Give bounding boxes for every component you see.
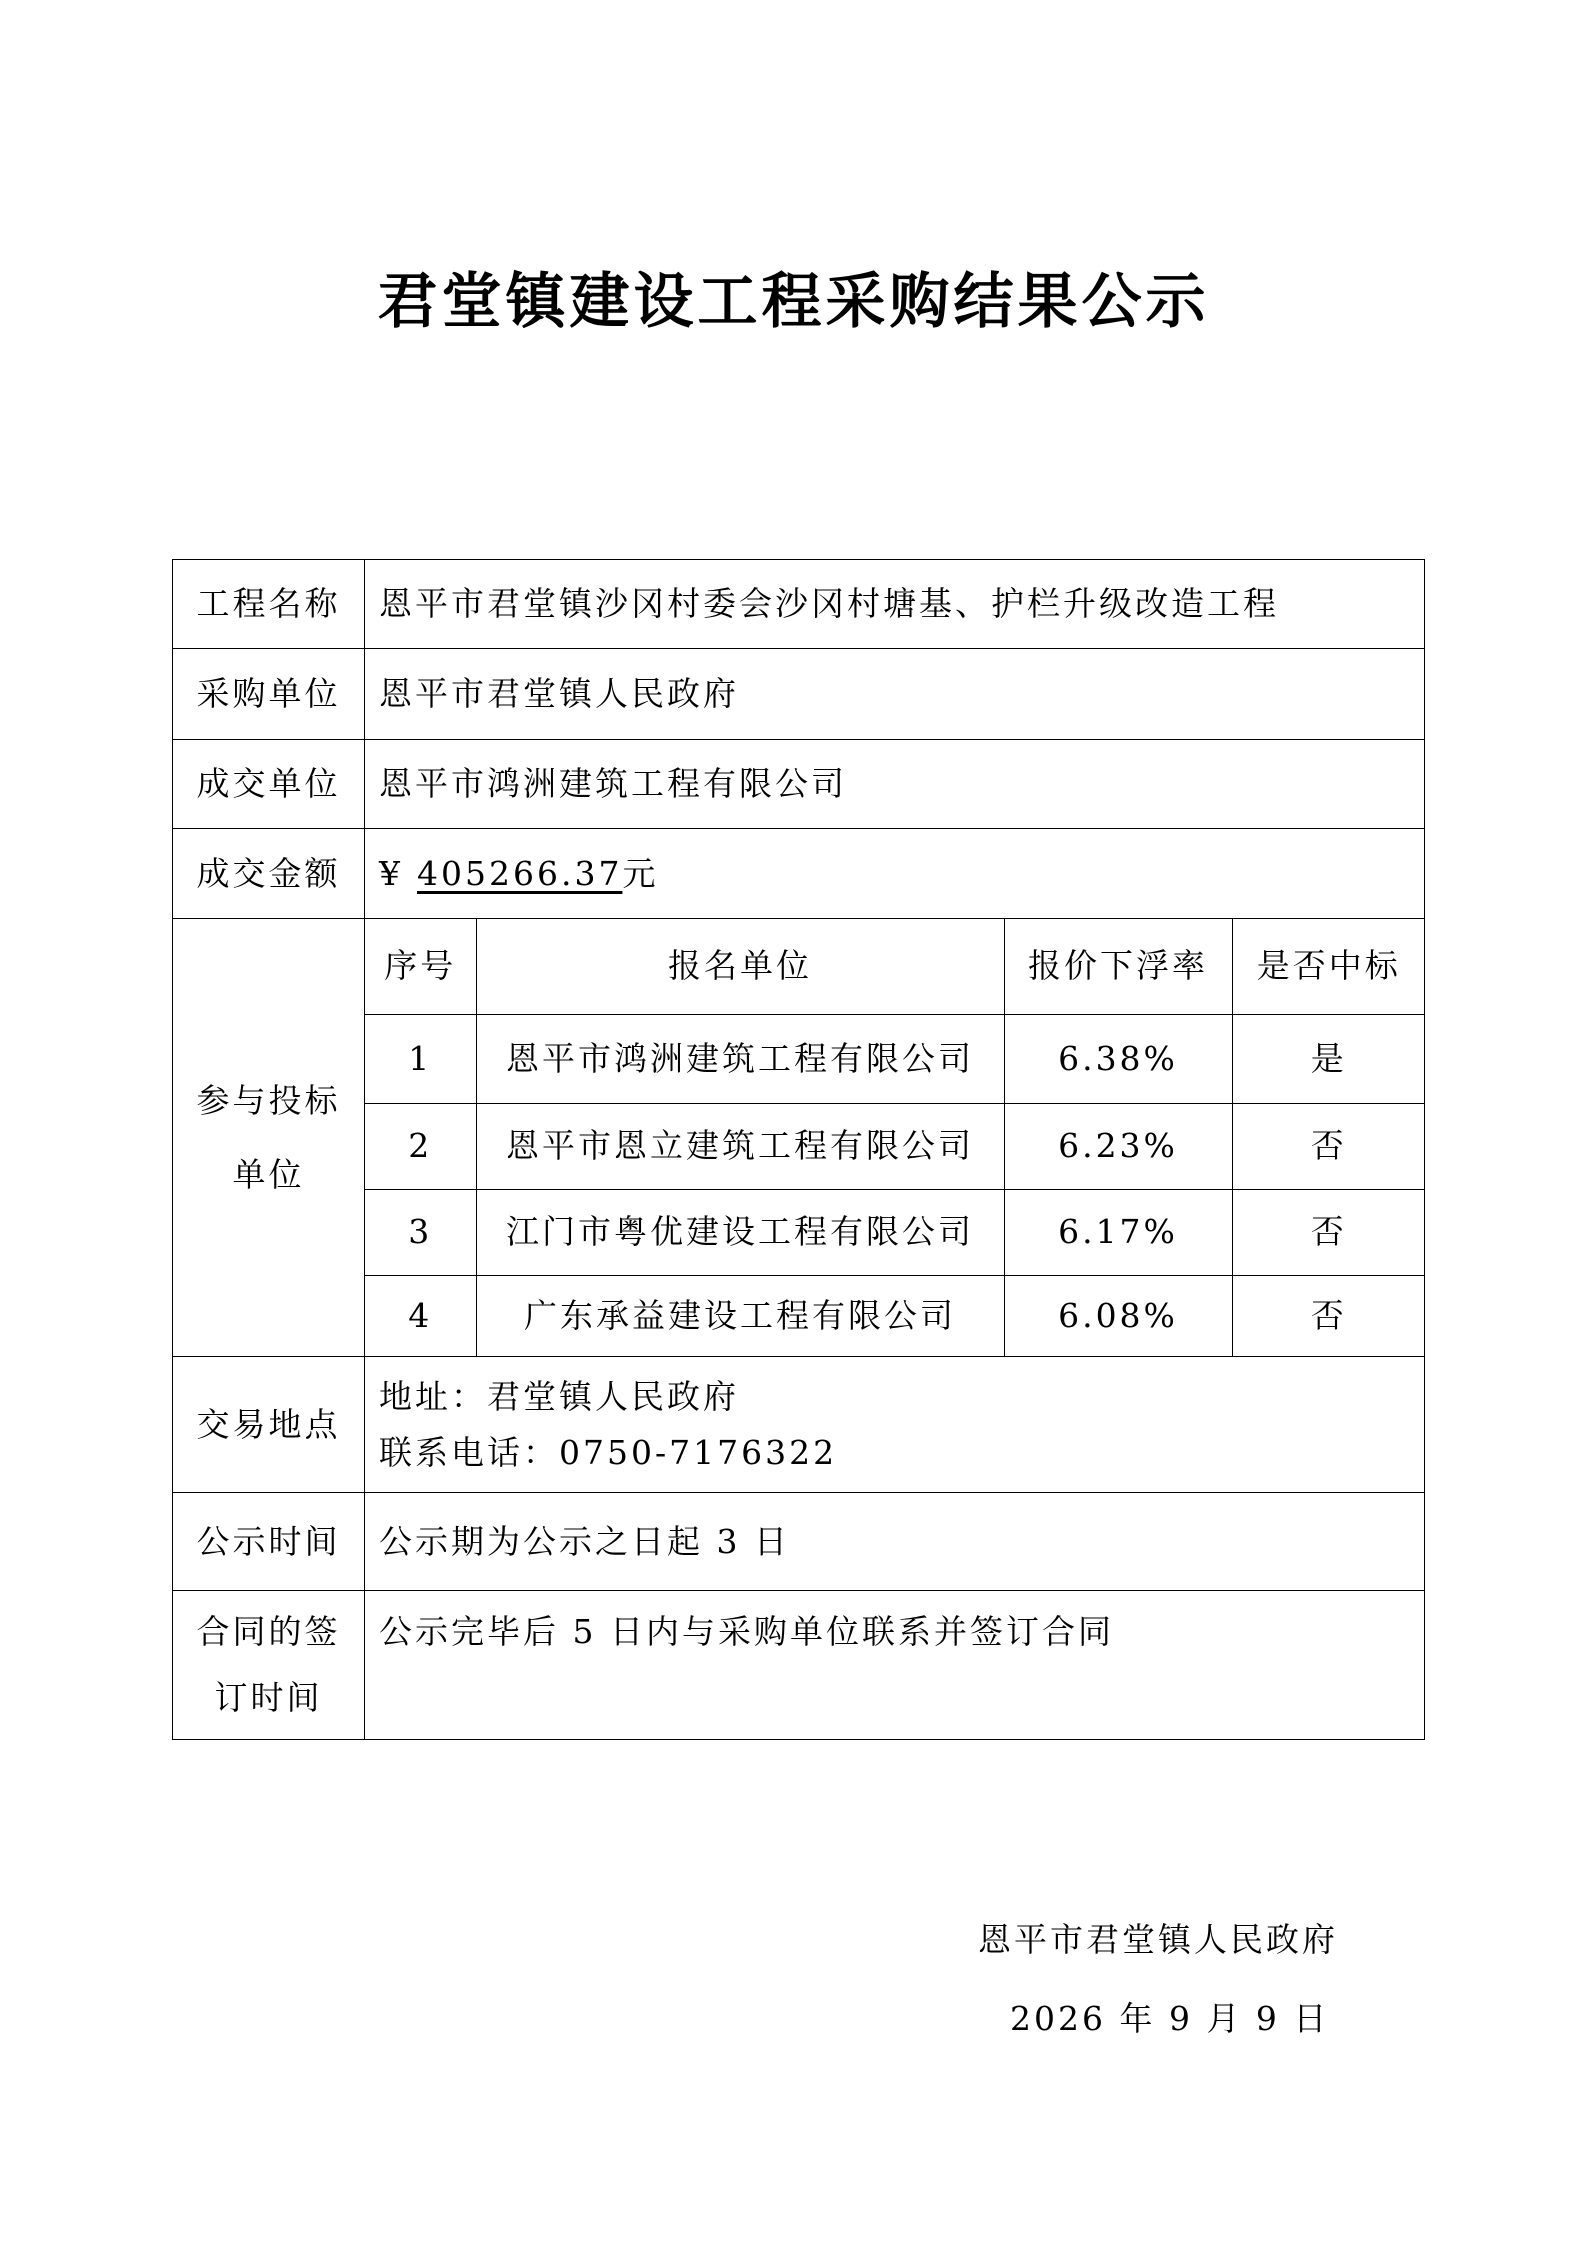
bidder-won: 否: [1232, 1103, 1425, 1189]
bidder-won: 否: [1232, 1189, 1425, 1275]
purchaser-row: [173, 649, 1425, 740]
bidders-row: [173, 919, 1425, 1357]
contract-label-line2: 订时间: [214, 1678, 323, 1717]
bidder-no: 3: [365, 1189, 476, 1275]
bidders-label-line1: 参与投标: [196, 1080, 341, 1120]
project-row: [173, 560, 1425, 649]
bidder-name: 广东承益建设工程有限公司: [476, 1275, 1004, 1356]
bidders-cell: [365, 919, 1425, 1357]
bidders-label: [173, 919, 365, 1357]
amount-row: [173, 829, 1425, 919]
bidder-won: 是: [1232, 1014, 1425, 1103]
currency-symbol: ¥: [379, 853, 403, 893]
bidder-name: 恩平市鸿洲建筑工程有限公司: [476, 1014, 1004, 1103]
bidder-name: 恩平市恩立建筑工程有限公司: [476, 1103, 1004, 1189]
bidders-header-row: [365, 919, 1425, 1014]
header-won: 是否中标: [1232, 919, 1425, 1014]
bidder-no: 1: [365, 1014, 476, 1103]
bidder-rate: 6.38%: [1004, 1014, 1232, 1103]
signature-date: 2026 年 9 月 9 日: [1010, 1999, 1330, 2038]
bidder-row: [365, 1014, 1425, 1103]
purchaser-value: 恩平市君堂镇人民政府: [365, 649, 1425, 740]
contract-value: 公示完毕后 5 日内与采购单位联系并签订合同: [365, 1591, 1425, 1740]
amount-unit: 元: [622, 853, 659, 893]
contract-row: [173, 1591, 1425, 1740]
winner-label: 成交单位: [173, 740, 365, 829]
bidder-row: [365, 1103, 1425, 1189]
project-value: 恩平市君堂镇沙冈村委会沙冈村塘基、护栏升级改造工程: [365, 560, 1425, 649]
contract-label-line1: 合同的签: [196, 1612, 341, 1651]
bidder-won: 否: [1232, 1275, 1425, 1356]
location-label: 交易地点: [173, 1357, 365, 1493]
bidder-no: 4: [365, 1275, 476, 1356]
header-rate: 报价下浮率: [1004, 919, 1232, 1014]
location-phone: 联系电话：0750-7176322: [379, 1432, 838, 1472]
location-row: [173, 1357, 1425, 1493]
procurement-result-table: [172, 559, 1425, 1740]
bidder-name: 江门市粤优建设工程有限公司: [476, 1189, 1004, 1275]
bidders-table: [365, 919, 1425, 1356]
header-no: 序号: [365, 919, 476, 1014]
header-name: 报名单位: [476, 919, 1004, 1014]
amount-value: 405266.37: [417, 853, 623, 893]
notice-period-value: 公示期为公示之日起 3 日: [365, 1493, 1425, 1591]
page-title: 君堂镇建设工程采购结果公示: [377, 267, 1210, 337]
location-cell: [365, 1357, 1425, 1493]
bidder-no: 2: [365, 1103, 476, 1189]
signature-org: 恩平市君堂镇人民政府: [978, 1920, 1338, 1959]
notice-period-row: [173, 1493, 1425, 1591]
notice-period-label: 公示时间: [173, 1493, 365, 1591]
amount-label: 成交金额: [173, 829, 365, 919]
bidder-row: [365, 1275, 1425, 1356]
amount-cell: [365, 829, 1425, 919]
bidders-label-line2: 单位: [232, 1154, 305, 1194]
bidder-rate: 6.23%: [1004, 1103, 1232, 1189]
winner-value: 恩平市鸿洲建筑工程有限公司: [365, 740, 1425, 829]
location-address: 地址：君堂镇人民政府: [379, 1376, 739, 1416]
bidder-rate: 6.08%: [1004, 1275, 1232, 1356]
winner-row: [173, 740, 1425, 829]
contract-label: [173, 1591, 365, 1740]
project-label: 工程名称: [173, 560, 365, 649]
purchaser-label: 采购单位: [173, 649, 365, 740]
bidder-row: [365, 1189, 1425, 1275]
bidder-rate: 6.17%: [1004, 1189, 1232, 1275]
